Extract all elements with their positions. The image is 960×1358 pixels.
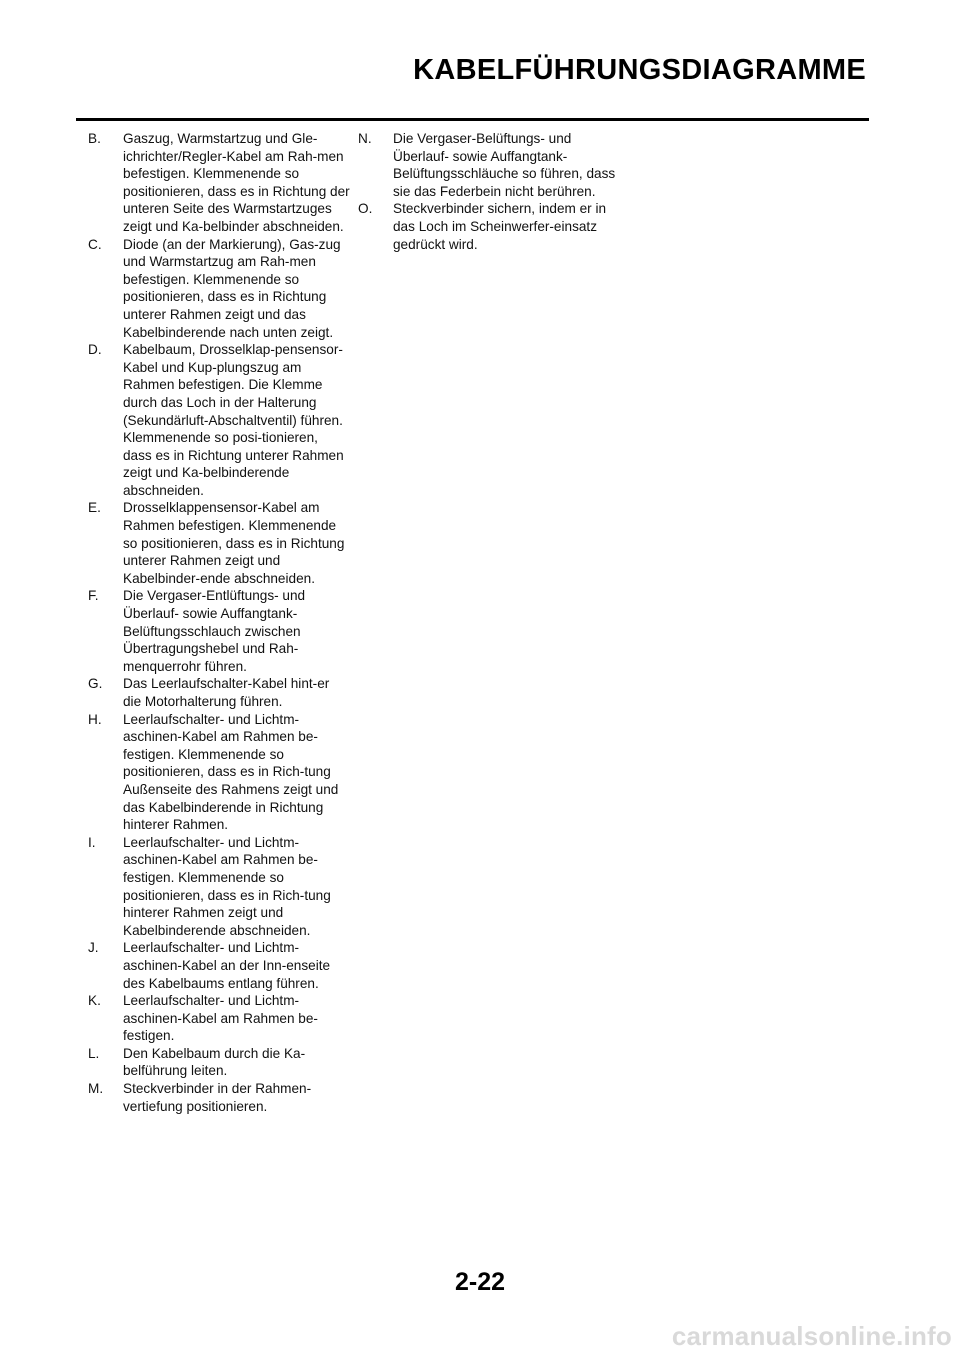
item-text: Das Leerlaufschalter-Kabel hint-er die Motorhalterung führen. (123, 676, 330, 709)
page-title: KABELFÜHRUNGSDIAGRAMME (413, 54, 866, 86)
item-letter: G. (88, 676, 103, 692)
item-letter: O. (358, 201, 373, 217)
item-letter: I. (88, 834, 96, 850)
item-letter: B. (88, 131, 101, 146)
item-text: Steckverbinder in der Rahmen-vertiefung positionieren. (123, 1081, 312, 1114)
list-item (88, 341, 350, 499)
instruction-list-left (88, 130, 350, 1115)
item-text: Drosselklappensensor-Kabel am Rahmen befestigen. Klemmenende so positionieren, dass es in Richtung unterer Rahmen zeigt und Kabelbinder-ende abschneiden. (123, 500, 345, 586)
item-text: Den Kabelbaum durch die Ka-belführung leiten. (123, 1045, 306, 1079)
item-text: Leerlaufschalter- und Lichtm-aschinen-Kabel am Rahmen be-festigen. Klemmenende so positionieren, dass es in Rich-tung hinterer Rahmen zeigt und Kabelbinderende abschneiden. (123, 834, 331, 938)
item-letter: H. (88, 711, 102, 727)
item-text: Die Vergaser-Belüftungs- und Überlauf- sowie Auffangtank-Belüftungsschläuche so führen, dass sie das Federbein nicht berühren. (393, 131, 616, 199)
list-item (88, 499, 350, 587)
page-number: 2-22 (454, 1268, 506, 1296)
item-letter: D. (88, 342, 102, 358)
item-text: Leerlaufschalter- und Lichtm-aschinen-Kabel am Rahmen be-festigen. Klemmenende so positionieren, dass es in Rich-tung Außenseite des Rahmens zeigt und das Kabelbinderende in Richtung hinterer Rahmen. (123, 711, 339, 833)
item-text: Steckverbinder sichern, indem er in das Loch im Scheinwerfer-einsatz gedrückt wird. (393, 201, 607, 252)
item-text: Leerlaufschalter- und Lichtm-aschinen-Kabel am Rahmen be-festigen. (123, 993, 318, 1044)
item-letter: J. (88, 940, 99, 956)
list-item (358, 200, 620, 253)
list-item (88, 1080, 350, 1115)
title-divider (76, 118, 869, 121)
item-letter: L. (88, 1045, 100, 1061)
item-letter: K. (88, 993, 101, 1009)
item-text: Diode (an der Markierung), Gas-zug und Warmstartzug am Rah-men befestigen. Klemmenende so positionieren, dass es in Richtung unterer Rahmen zeigt und das Kabelbinderende nach unten zeigt. (123, 236, 341, 340)
list-item (88, 675, 350, 710)
item-letter: F. (88, 588, 99, 604)
item-text: Leerlaufschalter- und Lichtm-aschinen-Kabel an der Inn-enseite des Kabelbaums entlang führen. (123, 940, 331, 991)
instruction-list-right (358, 130, 620, 253)
list-item (88, 992, 350, 1045)
item-letter: N. (358, 131, 372, 146)
list-item (88, 587, 350, 675)
item-letter: E. (88, 500, 101, 516)
watermark-url: carmanualsonline.info (671, 1321, 952, 1351)
item-text: Kabelbaum, Drosselklap-pensensor- Kabel und Kup-plungszug am Rahmen befestigen. Die Klemme durch das Loch in der Halterung (Sekundärluft-Abschaltventil) führen. Klemmenende so posi-tionieren, dass es in Richtung unterer Rahmen zeigt und Ka-belbinderende abschneiden. (123, 342, 344, 498)
list-item (88, 711, 350, 834)
item-text: Gaszug, Warmstartzug und Gle-ichrichter/Regler-Kabel am Rah-men befestigen. Klemmenende so positionieren, dass es in Richtung der unteren Seite des Warmstartzuges zeigt und Ka-belbinder abschneiden. (123, 131, 350, 234)
list-item (358, 130, 620, 200)
list-item (88, 130, 350, 236)
list-item (88, 939, 350, 992)
item-letter: C. (88, 236, 102, 252)
list-item (88, 834, 350, 940)
list-item (88, 1045, 350, 1080)
item-text: Die Vergaser-Entlüftungs- und Überlauf- sowie Auffangtank-Belüftungsschlauch zwischen Übertragungshebel und Rah-menquerrohr führen. (123, 588, 306, 674)
list-item (88, 236, 350, 342)
item-letter: M. (88, 1081, 104, 1097)
